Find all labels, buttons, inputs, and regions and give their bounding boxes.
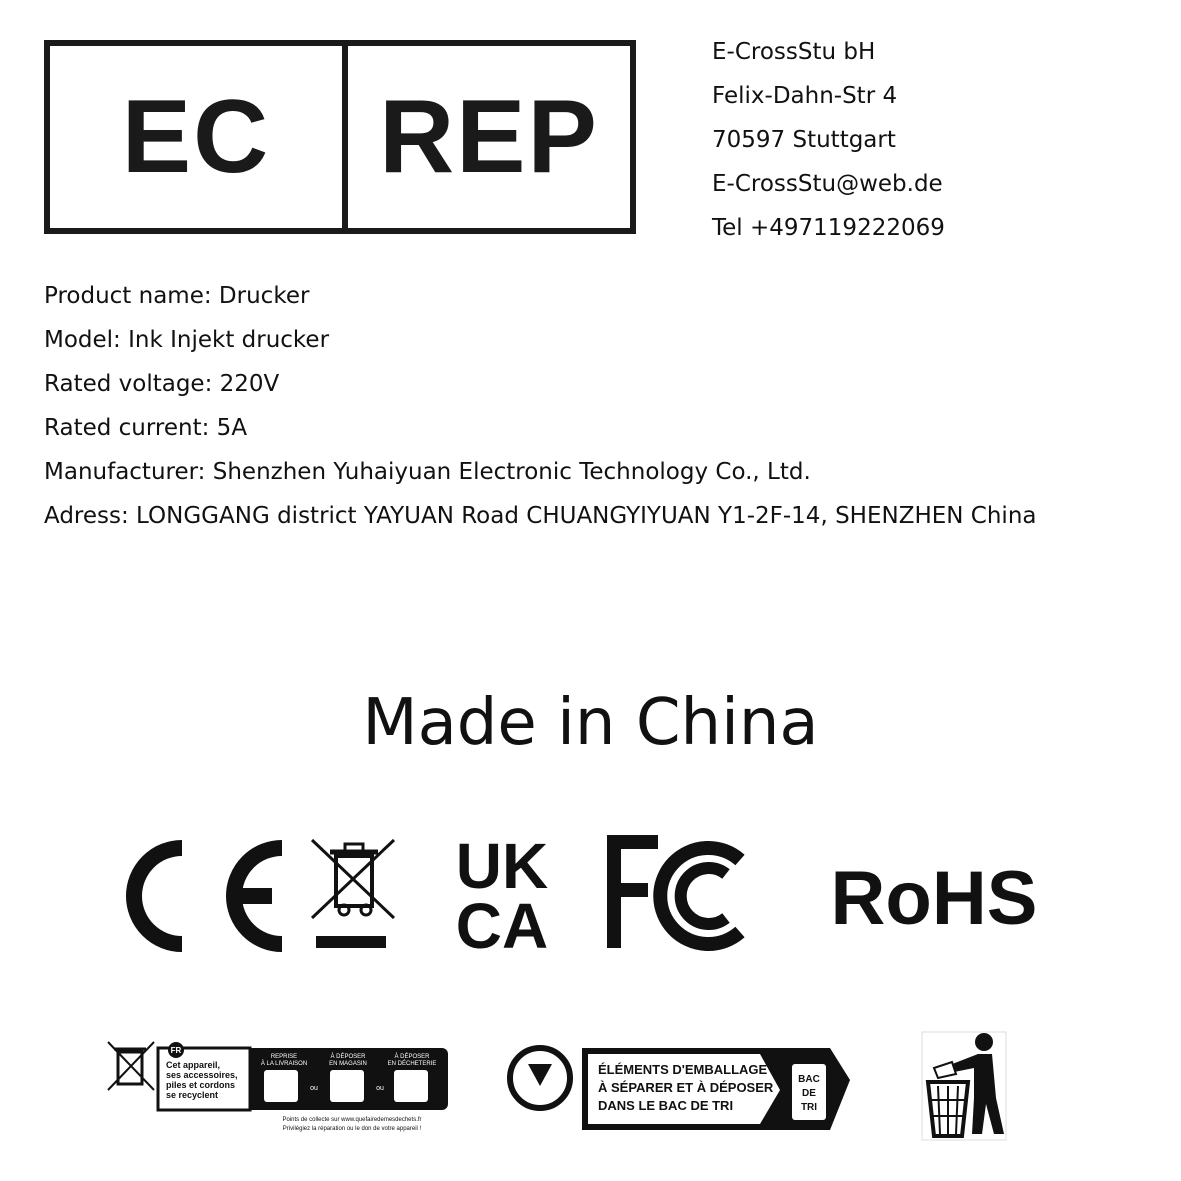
rep-street: Felix-Dahn-Str 4 xyxy=(712,83,898,109)
certification-marks xyxy=(0,832,1181,956)
origin-label: Made in China xyxy=(362,686,819,760)
spec-address: Adress: LONGGANG district YAYUAN Road CHUANGYIYUAN Y1-2F-14, SHENZHEN China xyxy=(44,503,1037,529)
svg-text:se recyclent: se recyclent xyxy=(166,1090,219,1100)
svg-text:piles et cordons: piles et cordons xyxy=(166,1080,236,1090)
ec-rep-right: REP xyxy=(379,78,599,195)
svg-text:EN DÉCHETERIE: EN DÉCHETERIE xyxy=(387,1061,437,1067)
ec-rep-symbol xyxy=(44,40,636,234)
spec-rated-voltage: Rated voltage: 220V xyxy=(44,371,280,397)
ce-mark-icon xyxy=(134,848,282,944)
spec-model: Model: Ink Injekt drucker xyxy=(44,327,330,353)
rep-email: E-CrossStu@web.de xyxy=(712,171,943,197)
svg-text:ses accessoires,: ses accessoires, xyxy=(166,1070,238,1080)
svg-text:ou: ou xyxy=(310,1085,318,1092)
svg-text:Cet appareil,: Cet appareil, xyxy=(166,1060,221,1070)
svg-text:FR: FR xyxy=(170,1046,182,1055)
spec-product-name: Product name: Drucker xyxy=(44,283,310,309)
svg-text:CA: CA xyxy=(455,890,549,956)
svg-text:EN MAGASIN: EN MAGASIN xyxy=(329,1061,367,1067)
svg-text:À DÉPOSER: À DÉPOSER xyxy=(330,1054,366,1060)
svg-text:À LA LIVRAISON: À LA LIVRAISON xyxy=(260,1061,308,1067)
tidyman-icon xyxy=(922,1032,1006,1140)
svg-text:À SÉPARER ET À DÉPOSER: À SÉPARER ET À DÉPOSER xyxy=(598,1080,774,1095)
spec-manufacturer: Manufacturer: Shenzhen Yuhaiyuan Electronic Technology Co., Ltd. xyxy=(44,459,811,485)
rohs-mark-icon xyxy=(831,856,1038,941)
svg-text:Privilégiez la réparation ou l: Privilégiez la réparation ou le don de votre appareil ! xyxy=(282,1126,422,1132)
spec-rated-current: Rated current: 5A xyxy=(44,415,248,441)
svg-text:UK: UK xyxy=(455,832,549,902)
svg-text:Points de collecte sur www.que: Points de collecte sur www.quefairedemesdechets.fr xyxy=(282,1117,422,1123)
rep-city: 70597 Stuttgart xyxy=(712,127,896,153)
svg-text:RoHS: RoHS xyxy=(830,856,1038,941)
weee-crossed-bin-icon xyxy=(312,840,394,948)
rep-phone: Tel +497119222069 xyxy=(712,215,945,241)
packaging-sort-label xyxy=(510,1048,850,1130)
recycling-symbols xyxy=(0,1024,1181,1144)
svg-text:BAC: BAC xyxy=(798,1074,820,1085)
fcc-mark-icon xyxy=(614,842,740,948)
weee-small-bin-icon xyxy=(108,1042,154,1090)
svg-text:À DÉPOSER: À DÉPOSER xyxy=(394,1054,430,1060)
product-specs xyxy=(44,274,1037,538)
svg-text:DE: DE xyxy=(802,1088,816,1099)
svg-text:REPRISE: REPRISE xyxy=(270,1054,298,1060)
svg-text:TRI: TRI xyxy=(800,1102,818,1113)
svg-text:ÉLÉMENTS D'EMBALLAGE: ÉLÉMENTS D'EMBALLAGE xyxy=(598,1062,768,1077)
triman-fr-label xyxy=(108,1042,448,1132)
svg-text:DANS LE BAC DE TRI: DANS LE BAC DE TRI xyxy=(598,1098,734,1113)
svg-text:ou: ou xyxy=(376,1085,384,1092)
rep-company: E-CrossStu bH xyxy=(712,39,876,65)
ec-rep-left: EC xyxy=(50,46,348,228)
ukca-mark-icon xyxy=(456,832,548,956)
eu-representative-address xyxy=(712,30,945,250)
